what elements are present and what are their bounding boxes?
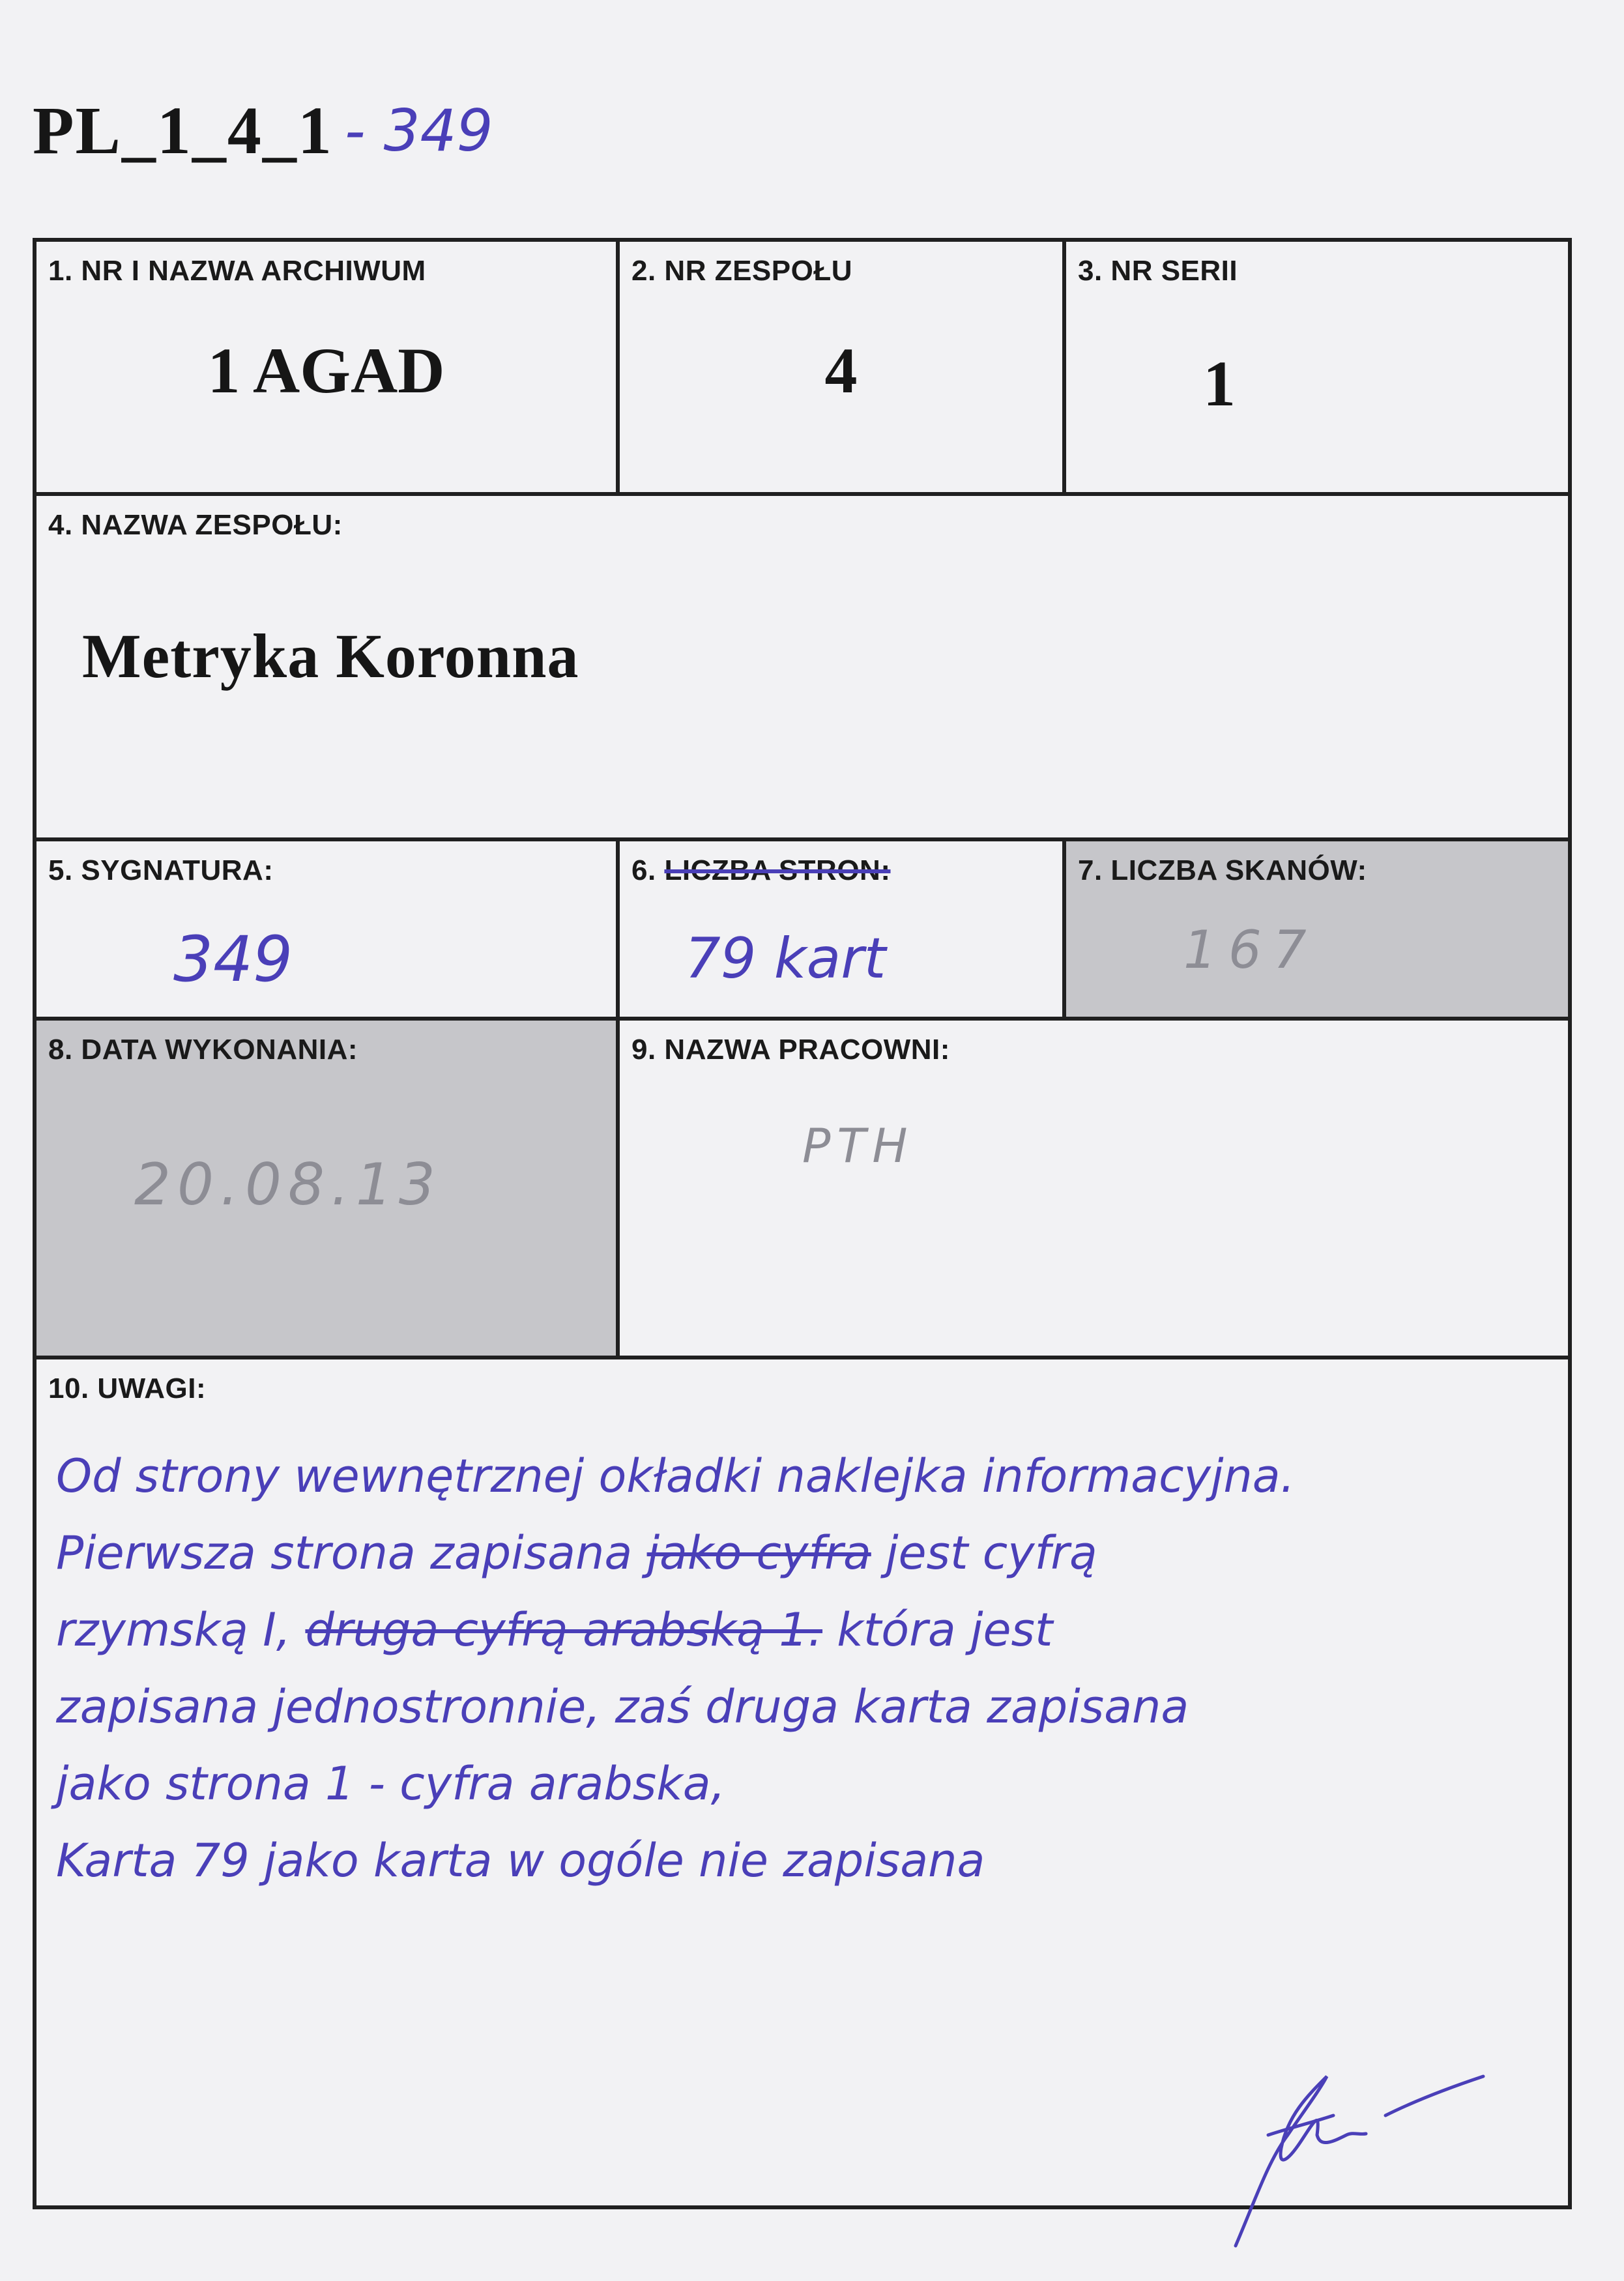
remarks-line [56, 1668, 1548, 1745]
label-series-number: 3. NR SERII [1078, 255, 1238, 287]
archive-form [33, 238, 1572, 2209]
label-page-count [631, 854, 891, 887]
value-series-number: 1 [1203, 347, 1236, 420]
remarks-struck-text: jako cyfra [646, 1526, 871, 1580]
label-workshop: 9. NAZWA PRACOWNI: [631, 1034, 950, 1066]
remarks-before-text: Karta 79 jako karta w ogóle nie zapisana [56, 1834, 985, 1887]
label-page-count-struck: LICZBA STRON: [664, 854, 891, 886]
label-fond-name: 4. NAZWA ZESPOŁU: [48, 509, 343, 541]
handwritten-file-number: - 349 [344, 96, 493, 164]
field-signature-number [36, 841, 620, 1021]
value-date: 20.08.13 [134, 1151, 442, 1218]
value-scan-count: 167 [1183, 920, 1318, 980]
remarks-line [56, 1745, 1548, 1822]
field-archive [36, 242, 620, 496]
document-code: PL_1_4_1 [33, 93, 333, 168]
label-archive: 1. NR I NAZWA ARCHIWUM [48, 255, 426, 287]
value-fond-name: Metryka Koronna [82, 621, 579, 691]
field-page-count [620, 841, 1066, 1021]
field-fond-name [36, 496, 1568, 841]
remarks-struck-text: druga cyfrą arabską 1. [305, 1603, 823, 1657]
label-scan-count: 7. LICZBA SKANÓW: [1078, 854, 1367, 886]
remarks-before-text: Pierwsza strona zapisana [56, 1526, 647, 1580]
remarks-text [56, 1438, 1548, 1899]
field-remarks [36, 1359, 1568, 2205]
value-page-count: 79 kart [685, 926, 886, 991]
label-page-count-number: 6. [631, 854, 656, 886]
label-signature-number: 5. SYGNATURA: [48, 854, 274, 886]
field-workshop [620, 1021, 1568, 1359]
label-date: 8. DATA WYKONANIA: [48, 1034, 358, 1066]
field-date [36, 1021, 620, 1359]
document-identifier [33, 91, 493, 169]
handwritten-signature [1157, 2037, 1522, 2252]
value-workshop: PTH [802, 1118, 914, 1173]
remarks-line [56, 1591, 1548, 1668]
remarks-before-text: zapisana jednostronnie, zaś druga karta zapisana [56, 1680, 1189, 1734]
label-fond-number: 2. NR ZESPOŁU [631, 255, 852, 287]
remarks-line [56, 1822, 1548, 1899]
remarks-after-text: która jest [822, 1603, 1053, 1657]
remarks-before-text: jako strona 1 - cyfra arabska, [56, 1757, 725, 1810]
value-signature-number: 349 [173, 923, 293, 996]
remarks-before-text: Od strony wewnętrznej okładki naklejka informacyjna. [56, 1449, 1295, 1503]
field-scan-count [1066, 841, 1568, 1021]
remarks-line [56, 1515, 1548, 1591]
value-archive: 1 AGAD [207, 334, 445, 407]
remarks-before-text: rzymską I, [56, 1603, 306, 1657]
value-fond-number: 4 [824, 334, 858, 407]
remarks-after-text: jest cyfrą [871, 1526, 1097, 1580]
label-remarks: 10. UWAGI: [48, 1373, 207, 1404]
remarks-line [56, 1438, 1548, 1515]
field-series-number [1066, 242, 1568, 496]
